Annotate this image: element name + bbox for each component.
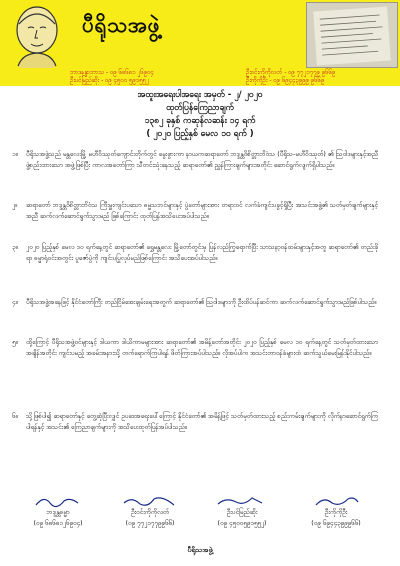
signatory-phone: (ဝ၉ ၄၅၀၀၅၉၁၅၅၂) — [217, 520, 267, 527]
contact-right-2: ဦးကိုကိုဦး - ဝ၉ ၆၉၄၄၃၉၉၉ ၉၆၆၉ — [246, 77, 325, 84]
paragraph-number: ၆။ — [12, 413, 18, 420]
paragraph: ပီရိုသအဖွဲ့သည် မန္တလေးမြို့ မဟီဝိဿုတ်ကျောင်းတိုက်တွင် မွေးဖွားကာ နာယကဆရာတော် ဘဒ္ဒန္တဝိစိတ္တာဘိဝံသ (ပီရိုသ-မဟီဝိဿုတ်) ၏ ဩဝါဒများနှင့်အညီ ဖွဲ့စည်းထားသော အဖွဲ့ဖြစ်ပြီး ကာလအတော်ကြာ သီတင်းသုံးနေသည့် ဆရာတော်၏ ညွှန်ကြားချက်များအတိုင်း ဆောင်ရွက်လျက်ရှိပါသည်။ — [26, 151, 378, 169]
announcement-date-gregorian: ( ၂၀၂၀ ပြည့်နှစ် မေလ ၁၀ ရက် ) — [146, 129, 254, 139]
paragraph: ထို့ကြောင့် ပီရိုသအဖွဲ့ဝင်များနှင့် ဒါယကာ ဒါယိကာမများအား ဆရာတော်၏ အမိန့်တော်အတိုင်း ၂၀၂၀ ပြည့်နှစ် မေလ ၁၀ ရက်နေ့တွင် သတ်မှတ်ထားသော အချိန်အတိုင်း ကျင်းပမည့် အခမ်းအနားသို့ တက်ရောက်ကြပါရန် ဖိတ်ကြားအပ်ပါသည်။ လိုအပ်ပါက အသင်းတာဝန်ခံများထံ ဆက်သွယ်မေးမြန်းနိုင်ပါသည်။ — [26, 339, 378, 357]
signature-scrawl-icon — [296, 493, 376, 509]
signatory-phone: (ဝ၉ ၆၈၆၈၁၂၆၉ဝ၄) — [33, 520, 83, 527]
signature-scrawl-icon — [18, 493, 98, 509]
signature-block — [110, 493, 190, 529]
announcement-number: အထူးအရေးပါအရေး အမှတ် - ၂/ ၂၀၂၀ — [137, 90, 263, 100]
announcement-date-lunar: ၁၃၈၂ ခုနှစ် ကဆုန်လဆန်း ၁၄ ရက် — [144, 116, 256, 126]
org-title: ပီရိုသအဖွဲ့ — [82, 13, 161, 37]
signature-block — [296, 493, 376, 529]
paragraph: ၂၀၂၀ ပြည့်နှစ် မေလ ၁၀ ရက်နေ့တွင် ဆရာတော်၏ ရွှေမန္တလေး မြို့တော်တွင်းမှ ပြန်လည်ကြွရောက်ပြီး သာသနာ့ဝန်ထမ်းများနှင့်အတူ ဆရာတော်၏ တည်းခိုရာ ဓမ္မာရုံဝင်းအတွင်း ပူဇော်ပွဲကို ကျင်းပပြုလုပ်မည်ဖြစ်ကြောင်း အသိပေးအပ်ပါသည်။ — [26, 244, 378, 262]
announcement-title: ထုတ်ပြန်ကြေညာချက် — [166, 103, 234, 113]
signatory-name: ဦးဝင်းကိုကိုလတ် — [130, 509, 170, 516]
signature-block — [18, 493, 98, 529]
contact-left-2: ဦးပင်မြည်ဆိုး - ဝ၉ ၄၅၀၀ ၅၉၁၅၅၂ — [70, 77, 150, 84]
monk-portrait-icon — [6, 2, 68, 70]
signature-scrawl-icon — [110, 493, 190, 509]
footer-org-name: ပီရိုသအဖွဲ့ — [187, 546, 213, 554]
signature-block — [202, 493, 282, 529]
signature-scrawl-icon — [202, 493, 282, 509]
paragraph-number: ၄။ — [12, 299, 18, 306]
contact-strip — [0, 68, 400, 86]
paragraph-number: ၃။ — [12, 244, 18, 251]
contact-right-1: ဦးဝင်းကိုကိုလတ် - ဝ၉ ၇၇၂၁၇၇၉ ၉၆၆၉ — [246, 69, 336, 76]
signatory-name: ဦးပင်မြည်ဆိုး — [226, 509, 258, 516]
paragraph: ပီရိုသအဖွဲ့အနေဖြင့် နိုင်ငံတော်ကြီး တည်ငြိမ်အေးချမ်းရေးအတွက် ဆရာတော်၏ ဩဝါဒများကို ဦးထိပ်ပန်ဆင်ကာ ဆက်လက်ဆောင်ရွက်သွားမည်ဖြစ်ပါသည်။ — [26, 299, 377, 306]
contact-left-1: ဘာဒနန္ဒာဘာသ - ဝ၉ ၆၈၆၈၁ ၂၆၉၀၄ — [70, 69, 155, 76]
signatory-phone: (ဝ၉ ၆၉၄၄၃၉၉၉၆၆) — [311, 520, 361, 527]
signatory-name: ဦးကိုကိုဦး — [324, 509, 348, 516]
paragraph: ဆရာတော် ဘဒ္ဒန္တဝိစိတ္တာဘိဝံသ ကြီးမှူးကျင်းပသော ဓမ္မသဘင်များနှင့် ပွဲတော်များအား တရားဝင် လက်ခံကျင်းပခွင့်ရှိပြီး အသင်းအဖွဲ့၏ သတ်မှတ်ချက်များနှင့်အညီ ဆက်လက်ဆောင်ရွက်သွားမည် ဖြစ်ကြောင်း ထုတ်ပြန်အသိပေးအပ်ပါသည်။ — [26, 202, 378, 220]
paragraph: သို့ဖြစ်ပါ၍ ဆရာတော်နှင့် တွေ့ဆုံပြီးလျှင် ဥပဒေအရေးပေါ်ကြောင့် နိုင်ငံတော်၏ အမိန့်ဖြင့် သတ်မှတ်ထားသည့် စည်းကမ်းချက်များကို လိုက်နာဆောင်ရွက်ကြပါရန်နှင့် အသင်း၏ ကြေညာချက်များကို အသိပေးထုတ်ပြန်အပ်ပါသည်။ — [26, 413, 378, 431]
signatory-name: ဘဒ္ဒန္တဓမ္မာ — [46, 509, 70, 516]
paragraph-number: ၅။ — [12, 339, 18, 346]
paragraph-number: ၁။ — [12, 151, 18, 158]
signatory-phone: (ဝ၉ ၇၇၂၁၇၇၉၉၆၆) — [125, 520, 175, 527]
document-photo — [306, 2, 398, 68]
paragraph-number: ၂။ — [12, 202, 17, 209]
